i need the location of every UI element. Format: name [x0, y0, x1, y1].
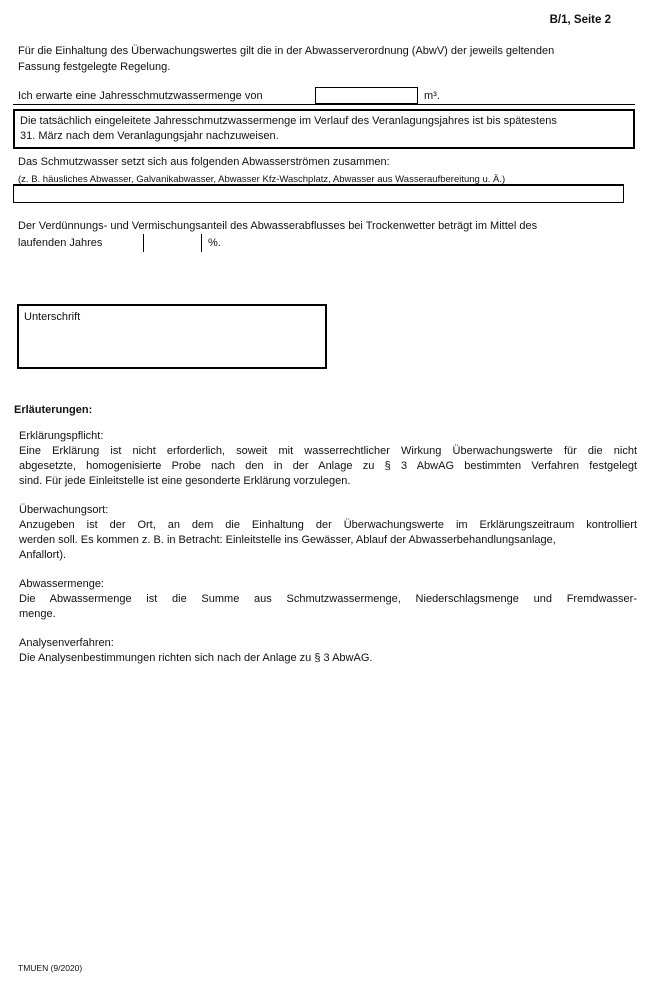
section-line: Eine Erklärung ist nicht erforderlich, soweit mit wasserrechtlicher Wirkung Überwachungswerte für die nicht	[19, 445, 637, 457]
notice-box	[13, 109, 635, 149]
dilution-line-1: Der Verdünnungs- und Vermischungsanteil des Abwasserabflusses bei Trockenwetter beträgt im Mittel des	[18, 220, 538, 232]
section-heading-abwassermenge: Abwassermenge:	[19, 578, 104, 590]
section-line: abgesetzte, homogenisierte Probe nach den in der Anlage zu § 3 AbwAG bestimmten Verfahren festgelegt	[19, 460, 637, 472]
section-line: Die Abwassermenge ist die Summe aus Schmutzwassermenge, Niederschlagsmenge und Fremdwasser-	[19, 593, 637, 605]
section-line: Anfallort).	[19, 549, 67, 561]
dilution-unit-label: %.	[208, 237, 221, 249]
expected-volume-label: Ich erwarte eine Jahresschmutzwassermenge von	[18, 90, 263, 102]
notice-line-2: 31. März nach dem Veranlagungsjahr nachzuweisen.	[20, 130, 279, 142]
composition-label: Das Schmutzwasser setzt sich aus folgenden Abwasserströmen zusammen:	[18, 156, 390, 168]
signature-label: Unterschrift	[24, 311, 81, 323]
signature-box[interactable]	[17, 304, 327, 369]
dilution-line-2-prefix: laufenden Jahres	[18, 237, 103, 249]
composition-hint: (z. B. häusliches Abwasser, Galvanikabwasser, Abwasser Kfz-Waschplatz, Abwasser aus Wasseraufbereitung u. Ä.)	[18, 174, 506, 185]
intro-line-1: Für die Einhaltung des Überwachungswertes gilt die in der Abwasserverordnung (AbwV) der jeweils geltenden	[18, 45, 555, 57]
page-code: B/1, Seite 2	[549, 14, 611, 26]
explanations-title: Erläuterungen:	[14, 404, 93, 416]
intro-line-2: Fassung festgelegte Regelung.	[18, 61, 171, 73]
section-line: sind. Für jede Einleitstelle ist eine gesonderte Erklärung vorzulegen.	[19, 475, 351, 487]
row-underline	[13, 104, 635, 105]
volume-unit-label: m³.	[424, 90, 440, 102]
composition-input[interactable]	[13, 184, 624, 203]
section-line: Anzugeben ist der Ort, an dem die Einhaltung der Überwachungswerte im Erklärungszeitraum kontrolliert	[19, 519, 637, 531]
section-heading-ueberwachungsort: Überwachungsort:	[19, 504, 109, 516]
section-heading-analysenverfahren: Analysenverfahren:	[19, 637, 114, 649]
expected-volume-input[interactable]	[315, 87, 418, 104]
section-line: Die Analysenbestimmungen richten sich nach der Anlage zu § 3 AbwAG.	[19, 652, 373, 664]
section-heading-erklaerungspflicht: Erklärungspflicht:	[19, 430, 104, 442]
form-footer: TMUEN (9/2020)	[18, 963, 83, 973]
notice-line-1: Die tatsächlich eingeleitete Jahresschmutzwassermenge im Verlauf des Veranlagungsjahres ist bis spätestens	[20, 115, 557, 127]
section-line: werden soll. Es kommen z. B. in Betracht: Einleitstelle ins Gewässer, Ablauf der Abwasserbehandlungsanlage,	[19, 534, 556, 546]
dilution-value-field[interactable]	[143, 234, 202, 252]
section-line: menge.	[19, 608, 56, 620]
